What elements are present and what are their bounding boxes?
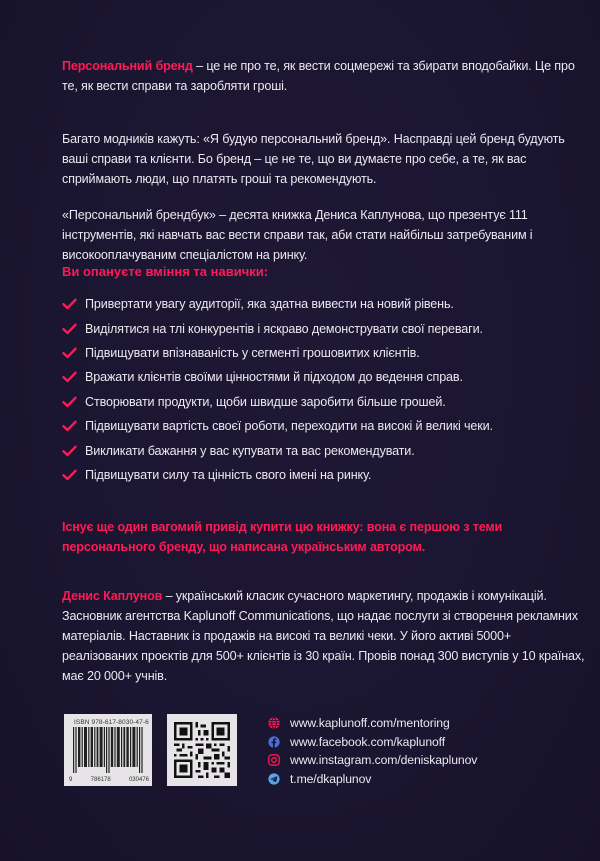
skill-item — [62, 341, 582, 365]
skill-text: Викликати бажання у вас купувати та вас рекомендувати. — [85, 443, 415, 458]
book-description: «Персональний брендбук» – десята книжка Дениса Каплунова, що презентує 111 інструментів, які навчать вас вести справи так, аби стати найбільш затребуваним і високооплачуваним спеціалістом на ринку. — [62, 208, 533, 262]
check-icon — [62, 469, 77, 481]
skills-list — [62, 292, 582, 487]
barcode-digit-group: 9 — [69, 777, 73, 783]
barcode-icon — [73, 727, 143, 773]
link-text[interactable]: www.facebook.com/kaplunoff — [290, 734, 446, 749]
skill-item — [62, 292, 582, 316]
check-icon — [62, 420, 77, 432]
isbn-barcode — [64, 714, 152, 786]
qr-code[interactable] — [167, 714, 237, 786]
skill-text: Привертати увагу аудиторії, яка здатна вивести на новий рівень. — [85, 297, 454, 312]
intro-text: – це не про те, як вести соцмережі та збирати вподобайки. Це про те, як вести справи та заробляти гроші. — [62, 59, 575, 93]
check-icon — [62, 371, 77, 383]
facebook-icon — [268, 736, 280, 748]
check-icon — [62, 445, 77, 457]
skill-text: Підвищувати вартість своєї роботи, переходити на високі й великі чеки. — [85, 419, 493, 434]
skill-item — [62, 316, 582, 340]
isbn-label: ISBN 978-617-8030-47-6 — [74, 719, 149, 726]
skills-heading: Ви опануєте вміння та навички: — [62, 264, 269, 279]
link-telegram[interactable] — [268, 770, 568, 789]
contact-links — [268, 714, 568, 788]
link-text[interactable]: www.instagram.com/deniskaplunov — [290, 753, 478, 768]
check-icon — [62, 298, 77, 310]
author-bio-text: – український класик сучасного маркетингу, продажів і комунікацій. Засновник агентства Kaplunoff Communications, що надає послуги зі створення рекламних матеріалів. Наставник із продажів на високі та великі чеки. У його активі 5000+ реалізованих проєктів для 500+ клієнтів із 30 країн. Провів понад 300 виступів у 10 країнах, має 20 000+ учнів. — [62, 589, 585, 683]
check-icon — [62, 396, 77, 408]
link-facebook[interactable] — [268, 733, 568, 752]
claim-paragraph: Багато модників кажуть: «Я будую персональний бренд». Насправді цей бренд будують ваші справи та клієнти. Бо бренд – це не те, що ви думаєте про себе, а те, як вас сприймають люди, що платять гроші та рекомендують. — [62, 132, 565, 186]
link-website[interactable] — [268, 714, 568, 733]
author-bio — [62, 586, 587, 686]
instagram-icon — [268, 754, 280, 766]
skill-text: Підвищувати впізнаваність у сегменті грошовитих клієнтів. — [85, 345, 420, 360]
telegram-icon — [268, 773, 280, 785]
skill-text: Виділятися на тлі конкурентів і яскраво демонструвати свої переваги. — [85, 321, 483, 336]
check-icon — [62, 323, 77, 335]
reason-paragraph: Існує ще один вагомий привід купити цю книжку: вона є першою з теми персонального бренду, що написана українським автором. — [62, 519, 503, 554]
check-icon — [62, 347, 77, 359]
skill-text: Вражати клієнтів своїми цінностями й підходом до ведення справ. — [85, 370, 463, 385]
skill-item — [62, 365, 582, 389]
barcode-digits — [69, 777, 149, 783]
skill-item — [62, 414, 582, 438]
barcode-digit-group: 030476 — [128, 777, 149, 783]
skill-text: Створювати продукти, щоби швидше заробити більше грошей. — [85, 394, 446, 409]
link-text[interactable]: www.kaplunoff.com/mentoring — [290, 716, 450, 731]
barcode-digit-group: 786178 — [90, 777, 111, 783]
skill-item — [62, 438, 582, 462]
author-name: Денис Каплунов — [62, 589, 163, 603]
link-text[interactable]: t.me/dkaplunov — [290, 771, 372, 786]
skill-text: Підвищувати силу та цінність свого імені на ринку. — [85, 467, 372, 482]
link-instagram[interactable] — [268, 751, 568, 770]
intro-paragraph — [62, 56, 582, 96]
skill-item — [62, 463, 582, 487]
globe-icon — [268, 717, 280, 729]
qr-code-icon — [174, 722, 230, 778]
intro-highlight: Персональний бренд — [62, 59, 193, 73]
skill-item — [62, 390, 582, 414]
